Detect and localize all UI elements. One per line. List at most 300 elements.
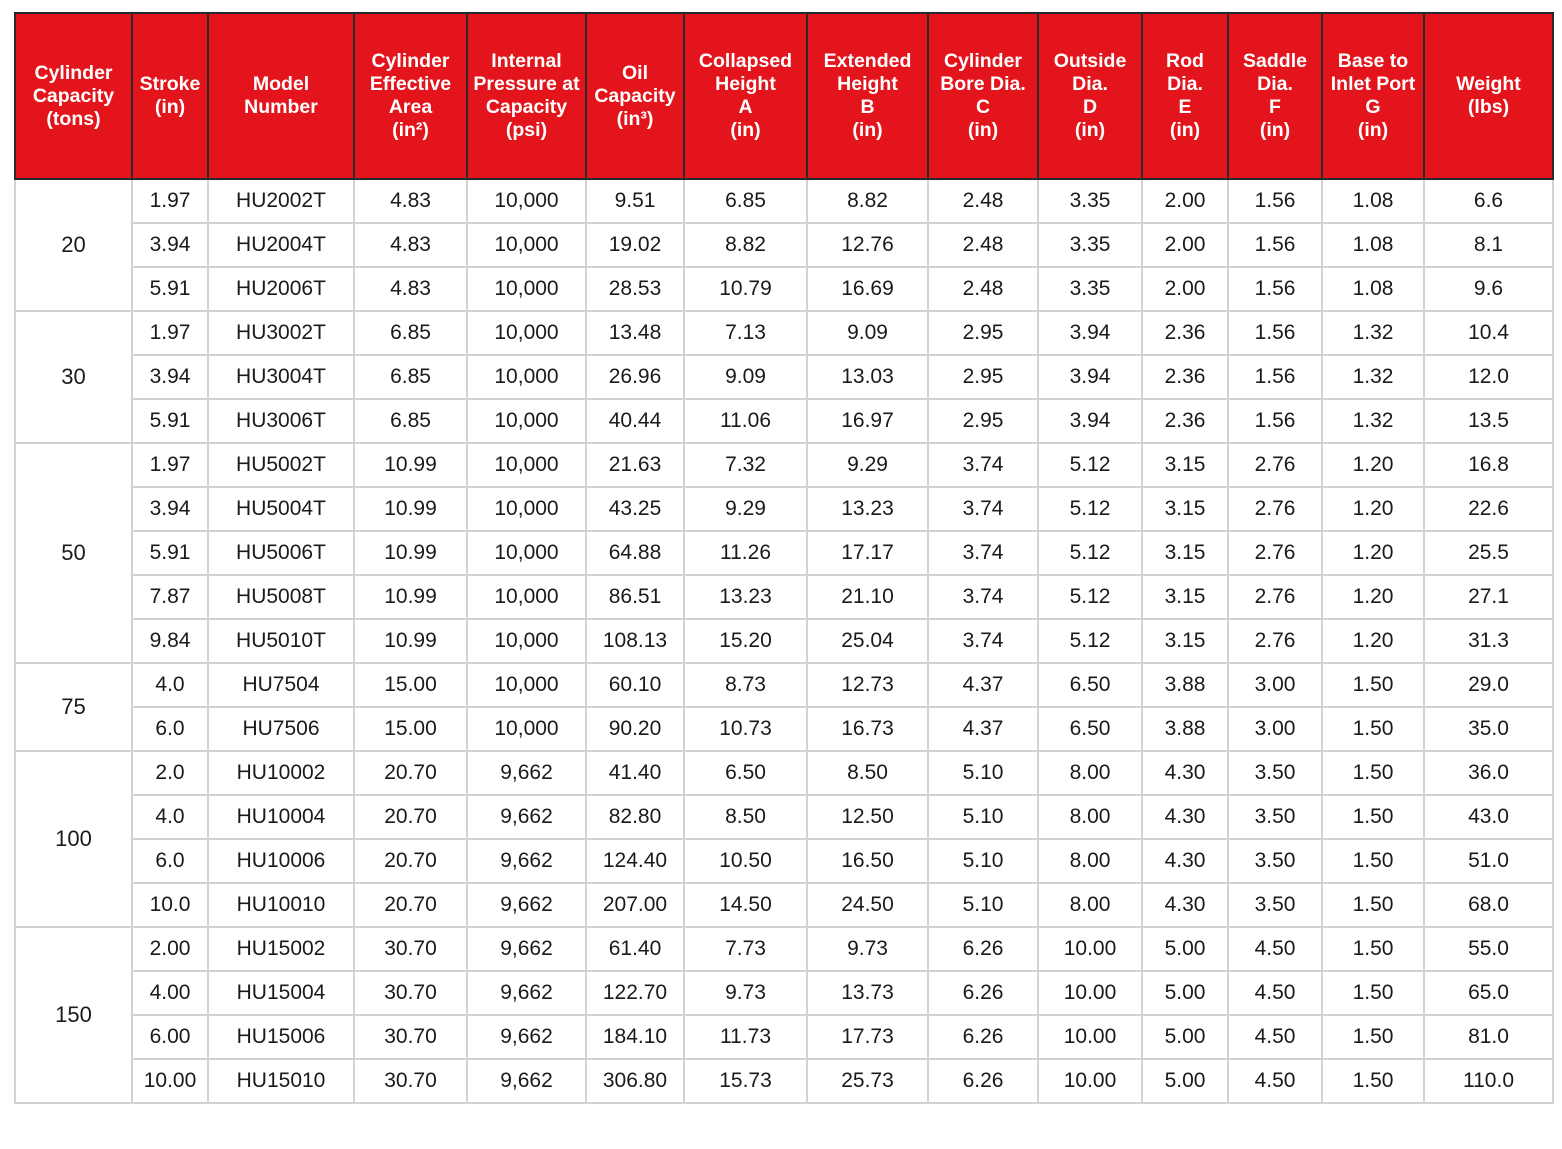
rod-diameter-cell: 2.00	[1142, 267, 1228, 311]
header-base-to-inlet-port: Base to Inlet Port G (in)	[1322, 13, 1424, 179]
table-row	[15, 839, 1553, 883]
stroke-cell: 10.00	[132, 1059, 208, 1103]
effective-area-cell: 6.85	[354, 311, 467, 355]
oil-capacity-cell: 28.53	[586, 267, 684, 311]
effective-area-cell: 10.99	[354, 575, 467, 619]
saddle-diameter-cell: 2.76	[1228, 531, 1322, 575]
saddle-diameter-cell: 3.50	[1228, 751, 1322, 795]
collapsed-height-cell: 10.50	[684, 839, 807, 883]
stroke-cell: 10.0	[132, 883, 208, 927]
bore-diameter-cell: 6.26	[928, 971, 1038, 1015]
base-to-inlet-port-cell: 1.20	[1322, 575, 1424, 619]
oil-capacity-cell: 21.63	[586, 443, 684, 487]
model-number-cell: HU5004T	[208, 487, 354, 531]
model-number-cell: HU15010	[208, 1059, 354, 1103]
internal-pressure-cell: 9,662	[467, 1059, 586, 1103]
table-row	[15, 619, 1553, 663]
model-number-cell: HU2006T	[208, 267, 354, 311]
rod-diameter-cell: 5.00	[1142, 1059, 1228, 1103]
extended-height-cell: 9.73	[807, 927, 928, 971]
bore-diameter-cell: 2.48	[928, 267, 1038, 311]
stroke-cell: 6.0	[132, 707, 208, 751]
saddle-diameter-cell: 3.50	[1228, 883, 1322, 927]
collapsed-height-cell: 8.82	[684, 223, 807, 267]
outside-diameter-cell: 8.00	[1038, 751, 1142, 795]
stroke-cell: 1.97	[132, 179, 208, 223]
saddle-diameter-cell: 2.76	[1228, 575, 1322, 619]
stroke-cell: 1.97	[132, 443, 208, 487]
table-row	[15, 663, 1553, 707]
weight-cell: 12.0	[1424, 355, 1553, 399]
stroke-cell: 4.00	[132, 971, 208, 1015]
rod-diameter-cell: 3.88	[1142, 663, 1228, 707]
extended-height-cell: 8.50	[807, 751, 928, 795]
internal-pressure-cell: 9,662	[467, 795, 586, 839]
extended-height-cell: 25.04	[807, 619, 928, 663]
table-row	[15, 927, 1553, 971]
oil-capacity-cell: 60.10	[586, 663, 684, 707]
header-extended-height: Extended Height B (in)	[807, 13, 928, 179]
extended-height-cell: 16.97	[807, 399, 928, 443]
weight-cell: 9.6	[1424, 267, 1553, 311]
bore-diameter-cell: 6.26	[928, 1059, 1038, 1103]
oil-capacity-cell: 43.25	[586, 487, 684, 531]
outside-diameter-cell: 5.12	[1038, 575, 1142, 619]
effective-area-cell: 15.00	[354, 663, 467, 707]
base-to-inlet-port-cell: 1.50	[1322, 663, 1424, 707]
outside-diameter-cell: 8.00	[1038, 883, 1142, 927]
outside-diameter-cell: 8.00	[1038, 795, 1142, 839]
outside-diameter-cell: 8.00	[1038, 839, 1142, 883]
header-model-number: Model Number	[208, 13, 354, 179]
model-number-cell: HU10004	[208, 795, 354, 839]
extended-height-cell: 9.09	[807, 311, 928, 355]
stroke-cell: 5.91	[132, 531, 208, 575]
rod-diameter-cell: 2.00	[1142, 223, 1228, 267]
stroke-cell: 2.00	[132, 927, 208, 971]
bore-diameter-cell: 5.10	[928, 883, 1038, 927]
weight-cell: 6.6	[1424, 179, 1553, 223]
collapsed-height-cell: 15.20	[684, 619, 807, 663]
bore-diameter-cell: 3.74	[928, 531, 1038, 575]
collapsed-height-cell: 10.79	[684, 267, 807, 311]
internal-pressure-cell: 10,000	[467, 531, 586, 575]
internal-pressure-cell: 10,000	[467, 399, 586, 443]
rod-diameter-cell: 5.00	[1142, 927, 1228, 971]
model-number-cell: HU10006	[208, 839, 354, 883]
collapsed-height-cell: 11.73	[684, 1015, 807, 1059]
capacity-cell: 50	[15, 443, 132, 663]
outside-diameter-cell: 3.35	[1038, 179, 1142, 223]
bore-diameter-cell: 4.37	[928, 663, 1038, 707]
bore-diameter-cell: 4.37	[928, 707, 1038, 751]
outside-diameter-cell: 3.35	[1038, 267, 1142, 311]
model-number-cell: HU10002	[208, 751, 354, 795]
rod-diameter-cell: 5.00	[1142, 1015, 1228, 1059]
internal-pressure-cell: 10,000	[467, 179, 586, 223]
rod-diameter-cell: 3.88	[1142, 707, 1228, 751]
weight-cell: 81.0	[1424, 1015, 1553, 1059]
capacity-cell: 100	[15, 751, 132, 927]
internal-pressure-cell: 10,000	[467, 707, 586, 751]
table-row	[15, 883, 1553, 927]
base-to-inlet-port-cell: 1.50	[1322, 751, 1424, 795]
effective-area-cell: 6.85	[354, 399, 467, 443]
bore-diameter-cell: 5.10	[928, 795, 1038, 839]
effective-area-cell: 4.83	[354, 223, 467, 267]
header-row	[15, 13, 1553, 179]
outside-diameter-cell: 3.94	[1038, 311, 1142, 355]
collapsed-height-cell: 10.73	[684, 707, 807, 751]
weight-cell: 68.0	[1424, 883, 1553, 927]
table-row	[15, 1015, 1553, 1059]
base-to-inlet-port-cell: 1.20	[1322, 443, 1424, 487]
internal-pressure-cell: 9,662	[467, 751, 586, 795]
stroke-cell: 9.84	[132, 619, 208, 663]
outside-diameter-cell: 10.00	[1038, 1059, 1142, 1103]
oil-capacity-cell: 61.40	[586, 927, 684, 971]
capacity-cell: 30	[15, 311, 132, 443]
saddle-diameter-cell: 2.76	[1228, 487, 1322, 531]
model-number-cell: HU15002	[208, 927, 354, 971]
table-row	[15, 223, 1553, 267]
extended-height-cell: 17.17	[807, 531, 928, 575]
collapsed-height-cell: 11.26	[684, 531, 807, 575]
weight-cell: 65.0	[1424, 971, 1553, 1015]
table-row	[15, 1059, 1553, 1103]
model-number-cell: HU2002T	[208, 179, 354, 223]
weight-cell: 55.0	[1424, 927, 1553, 971]
oil-capacity-cell: 90.20	[586, 707, 684, 751]
saddle-diameter-cell: 1.56	[1228, 399, 1322, 443]
table-row	[15, 795, 1553, 839]
model-number-cell: HU15006	[208, 1015, 354, 1059]
header-bore-diameter: Cylinder Bore Dia. C (in)	[928, 13, 1038, 179]
saddle-diameter-cell: 3.50	[1228, 795, 1322, 839]
stroke-cell: 3.94	[132, 487, 208, 531]
extended-height-cell: 13.73	[807, 971, 928, 1015]
header-internal-pressure: Internal Pressure at Capacity (psi)	[467, 13, 586, 179]
header-saddle-diameter: Saddle Dia. F (in)	[1228, 13, 1322, 179]
effective-area-cell: 15.00	[354, 707, 467, 751]
table-row	[15, 575, 1553, 619]
outside-diameter-cell: 3.35	[1038, 223, 1142, 267]
model-number-cell: HU7506	[208, 707, 354, 751]
base-to-inlet-port-cell: 1.20	[1322, 531, 1424, 575]
stroke-cell: 7.87	[132, 575, 208, 619]
internal-pressure-cell: 9,662	[467, 971, 586, 1015]
effective-area-cell: 10.99	[354, 619, 467, 663]
collapsed-height-cell: 7.32	[684, 443, 807, 487]
header-stroke: Stroke (in)	[132, 13, 208, 179]
outside-diameter-cell: 5.12	[1038, 487, 1142, 531]
collapsed-height-cell: 14.50	[684, 883, 807, 927]
rod-diameter-cell: 4.30	[1142, 883, 1228, 927]
bore-diameter-cell: 5.10	[928, 839, 1038, 883]
effective-area-cell: 30.70	[354, 927, 467, 971]
oil-capacity-cell: 86.51	[586, 575, 684, 619]
capacity-cell: 150	[15, 927, 132, 1103]
weight-cell: 16.8	[1424, 443, 1553, 487]
model-number-cell: HU15004	[208, 971, 354, 1015]
base-to-inlet-port-cell: 1.32	[1322, 311, 1424, 355]
table-row	[15, 487, 1553, 531]
weight-cell: 25.5	[1424, 531, 1553, 575]
saddle-diameter-cell: 2.76	[1228, 443, 1322, 487]
effective-area-cell: 4.83	[354, 267, 467, 311]
table-row	[15, 443, 1553, 487]
oil-capacity-cell: 207.00	[586, 883, 684, 927]
oil-capacity-cell: 306.80	[586, 1059, 684, 1103]
rod-diameter-cell: 2.00	[1142, 179, 1228, 223]
effective-area-cell: 4.83	[354, 179, 467, 223]
rod-diameter-cell: 3.15	[1142, 619, 1228, 663]
effective-area-cell: 20.70	[354, 883, 467, 927]
saddle-diameter-cell: 4.50	[1228, 1059, 1322, 1103]
model-number-cell: HU2004T	[208, 223, 354, 267]
table-row	[15, 707, 1553, 751]
outside-diameter-cell: 6.50	[1038, 663, 1142, 707]
table-row	[15, 971, 1553, 1015]
stroke-cell: 5.91	[132, 267, 208, 311]
collapsed-height-cell: 15.73	[684, 1059, 807, 1103]
collapsed-height-cell: 7.73	[684, 927, 807, 971]
extended-height-cell: 25.73	[807, 1059, 928, 1103]
bore-diameter-cell: 6.26	[928, 927, 1038, 971]
extended-height-cell: 16.50	[807, 839, 928, 883]
extended-height-cell: 13.23	[807, 487, 928, 531]
saddle-diameter-cell: 3.00	[1228, 707, 1322, 751]
oil-capacity-cell: 82.80	[586, 795, 684, 839]
internal-pressure-cell: 9,662	[467, 883, 586, 927]
stroke-cell: 2.0	[132, 751, 208, 795]
outside-diameter-cell: 5.12	[1038, 619, 1142, 663]
saddle-diameter-cell: 2.76	[1228, 619, 1322, 663]
extended-height-cell: 13.03	[807, 355, 928, 399]
header-rod-diameter: Rod Dia. E (in)	[1142, 13, 1228, 179]
outside-diameter-cell: 10.00	[1038, 1015, 1142, 1059]
model-number-cell: HU3002T	[208, 311, 354, 355]
base-to-inlet-port-cell: 1.08	[1322, 179, 1424, 223]
bore-diameter-cell: 2.48	[928, 223, 1038, 267]
base-to-inlet-port-cell: 1.08	[1322, 267, 1424, 311]
rod-diameter-cell: 3.15	[1142, 531, 1228, 575]
rod-diameter-cell: 2.36	[1142, 399, 1228, 443]
weight-cell: 36.0	[1424, 751, 1553, 795]
collapsed-height-cell: 8.73	[684, 663, 807, 707]
stroke-cell: 4.0	[132, 663, 208, 707]
stroke-cell: 6.0	[132, 839, 208, 883]
stroke-cell: 4.0	[132, 795, 208, 839]
weight-cell: 13.5	[1424, 399, 1553, 443]
extended-height-cell: 17.73	[807, 1015, 928, 1059]
model-number-cell: HU5008T	[208, 575, 354, 619]
base-to-inlet-port-cell: 1.50	[1322, 971, 1424, 1015]
saddle-diameter-cell: 3.50	[1228, 839, 1322, 883]
outside-diameter-cell: 5.12	[1038, 531, 1142, 575]
weight-cell: 22.6	[1424, 487, 1553, 531]
saddle-diameter-cell: 1.56	[1228, 179, 1322, 223]
saddle-diameter-cell: 4.50	[1228, 1015, 1322, 1059]
bore-diameter-cell: 3.74	[928, 443, 1038, 487]
table-row	[15, 751, 1553, 795]
oil-capacity-cell: 19.02	[586, 223, 684, 267]
weight-cell: 27.1	[1424, 575, 1553, 619]
oil-capacity-cell: 41.40	[586, 751, 684, 795]
weight-cell: 51.0	[1424, 839, 1553, 883]
extended-height-cell: 12.50	[807, 795, 928, 839]
oil-capacity-cell: 124.40	[586, 839, 684, 883]
bore-diameter-cell: 3.74	[928, 487, 1038, 531]
internal-pressure-cell: 10,000	[467, 355, 586, 399]
collapsed-height-cell: 6.85	[684, 179, 807, 223]
oil-capacity-cell: 26.96	[586, 355, 684, 399]
model-number-cell: HU3004T	[208, 355, 354, 399]
bore-diameter-cell: 2.95	[928, 355, 1038, 399]
internal-pressure-cell: 10,000	[467, 487, 586, 531]
collapsed-height-cell: 9.29	[684, 487, 807, 531]
header-collapsed-height: Collapsed Height A (in)	[684, 13, 807, 179]
collapsed-height-cell: 9.09	[684, 355, 807, 399]
saddle-diameter-cell: 4.50	[1228, 927, 1322, 971]
header-effective-area: Cylinder Effective Area (in²)	[354, 13, 467, 179]
oil-capacity-cell: 64.88	[586, 531, 684, 575]
internal-pressure-cell: 10,000	[467, 223, 586, 267]
effective-area-cell: 30.70	[354, 971, 467, 1015]
saddle-diameter-cell: 3.00	[1228, 663, 1322, 707]
oil-capacity-cell: 108.13	[586, 619, 684, 663]
weight-cell: 35.0	[1424, 707, 1553, 751]
extended-height-cell: 24.50	[807, 883, 928, 927]
oil-capacity-cell: 122.70	[586, 971, 684, 1015]
weight-cell: 43.0	[1424, 795, 1553, 839]
extended-height-cell: 16.69	[807, 267, 928, 311]
internal-pressure-cell: 9,662	[467, 927, 586, 971]
model-number-cell: HU5006T	[208, 531, 354, 575]
table-body	[15, 179, 1553, 1103]
effective-area-cell: 30.70	[354, 1015, 467, 1059]
collapsed-height-cell: 7.13	[684, 311, 807, 355]
outside-diameter-cell: 5.12	[1038, 443, 1142, 487]
outside-diameter-cell: 3.94	[1038, 355, 1142, 399]
collapsed-height-cell: 8.50	[684, 795, 807, 839]
base-to-inlet-port-cell: 1.32	[1322, 399, 1424, 443]
bore-diameter-cell: 2.95	[928, 311, 1038, 355]
collapsed-height-cell: 13.23	[684, 575, 807, 619]
extended-height-cell: 16.73	[807, 707, 928, 751]
bore-diameter-cell: 3.74	[928, 575, 1038, 619]
rod-diameter-cell: 4.30	[1142, 751, 1228, 795]
oil-capacity-cell: 13.48	[586, 311, 684, 355]
base-to-inlet-port-cell: 1.50	[1322, 707, 1424, 751]
base-to-inlet-port-cell: 1.50	[1322, 1059, 1424, 1103]
header-oil-capacity: Oil Capacity (in³)	[586, 13, 684, 179]
extended-height-cell: 12.76	[807, 223, 928, 267]
oil-capacity-cell: 40.44	[586, 399, 684, 443]
internal-pressure-cell: 10,000	[467, 267, 586, 311]
model-number-cell: HU7504	[208, 663, 354, 707]
model-number-cell: HU10010	[208, 883, 354, 927]
bore-diameter-cell: 2.48	[928, 179, 1038, 223]
base-to-inlet-port-cell: 1.20	[1322, 487, 1424, 531]
bore-diameter-cell: 3.74	[928, 619, 1038, 663]
effective-area-cell: 6.85	[354, 355, 467, 399]
internal-pressure-cell: 10,000	[467, 575, 586, 619]
effective-area-cell: 20.70	[354, 839, 467, 883]
collapsed-height-cell: 6.50	[684, 751, 807, 795]
effective-area-cell: 30.70	[354, 1059, 467, 1103]
weight-cell: 8.1	[1424, 223, 1553, 267]
rod-diameter-cell: 3.15	[1142, 443, 1228, 487]
table-row	[15, 399, 1553, 443]
internal-pressure-cell: 10,000	[467, 663, 586, 707]
internal-pressure-cell: 10,000	[467, 311, 586, 355]
outside-diameter-cell: 3.94	[1038, 399, 1142, 443]
stroke-cell: 6.00	[132, 1015, 208, 1059]
effective-area-cell: 20.70	[354, 751, 467, 795]
outside-diameter-cell: 10.00	[1038, 927, 1142, 971]
outside-diameter-cell: 10.00	[1038, 971, 1142, 1015]
collapsed-height-cell: 11.06	[684, 399, 807, 443]
extended-height-cell: 12.73	[807, 663, 928, 707]
rod-diameter-cell: 2.36	[1142, 355, 1228, 399]
base-to-inlet-port-cell: 1.50	[1322, 795, 1424, 839]
weight-cell: 31.3	[1424, 619, 1553, 663]
model-number-cell: HU5010T	[208, 619, 354, 663]
table-row	[15, 355, 1553, 399]
bore-diameter-cell: 6.26	[928, 1015, 1038, 1059]
extended-height-cell: 9.29	[807, 443, 928, 487]
internal-pressure-cell: 9,662	[467, 1015, 586, 1059]
internal-pressure-cell: 10,000	[467, 619, 586, 663]
effective-area-cell: 10.99	[354, 443, 467, 487]
base-to-inlet-port-cell: 1.08	[1322, 223, 1424, 267]
bore-diameter-cell: 5.10	[928, 751, 1038, 795]
bore-diameter-cell: 2.95	[928, 399, 1038, 443]
cylinder-spec-table	[14, 12, 1554, 1104]
capacity-cell: 20	[15, 179, 132, 311]
base-to-inlet-port-cell: 1.20	[1322, 619, 1424, 663]
capacity-cell: 75	[15, 663, 132, 751]
outside-diameter-cell: 6.50	[1038, 707, 1142, 751]
stroke-cell: 3.94	[132, 223, 208, 267]
rod-diameter-cell: 2.36	[1142, 311, 1228, 355]
saddle-diameter-cell: 4.50	[1228, 971, 1322, 1015]
saddle-diameter-cell: 1.56	[1228, 311, 1322, 355]
weight-cell: 110.0	[1424, 1059, 1553, 1103]
base-to-inlet-port-cell: 1.50	[1322, 883, 1424, 927]
internal-pressure-cell: 10,000	[467, 443, 586, 487]
effective-area-cell: 10.99	[354, 487, 467, 531]
collapsed-height-cell: 9.73	[684, 971, 807, 1015]
weight-cell: 10.4	[1424, 311, 1553, 355]
base-to-inlet-port-cell: 1.50	[1322, 1015, 1424, 1059]
header-weight: Weight (lbs)	[1424, 13, 1553, 179]
rod-diameter-cell: 3.15	[1142, 487, 1228, 531]
header-outside-diameter: Outside Dia. D (in)	[1038, 13, 1142, 179]
header-cylinder-capacity: Cylinder Capacity (tons)	[15, 13, 132, 179]
base-to-inlet-port-cell: 1.50	[1322, 839, 1424, 883]
model-number-cell: HU5002T	[208, 443, 354, 487]
extended-height-cell: 8.82	[807, 179, 928, 223]
rod-diameter-cell: 3.15	[1142, 575, 1228, 619]
extended-height-cell: 21.10	[807, 575, 928, 619]
saddle-diameter-cell: 1.56	[1228, 355, 1322, 399]
stroke-cell: 3.94	[132, 355, 208, 399]
saddle-diameter-cell: 1.56	[1228, 267, 1322, 311]
rod-diameter-cell: 4.30	[1142, 839, 1228, 883]
base-to-inlet-port-cell: 1.50	[1322, 927, 1424, 971]
